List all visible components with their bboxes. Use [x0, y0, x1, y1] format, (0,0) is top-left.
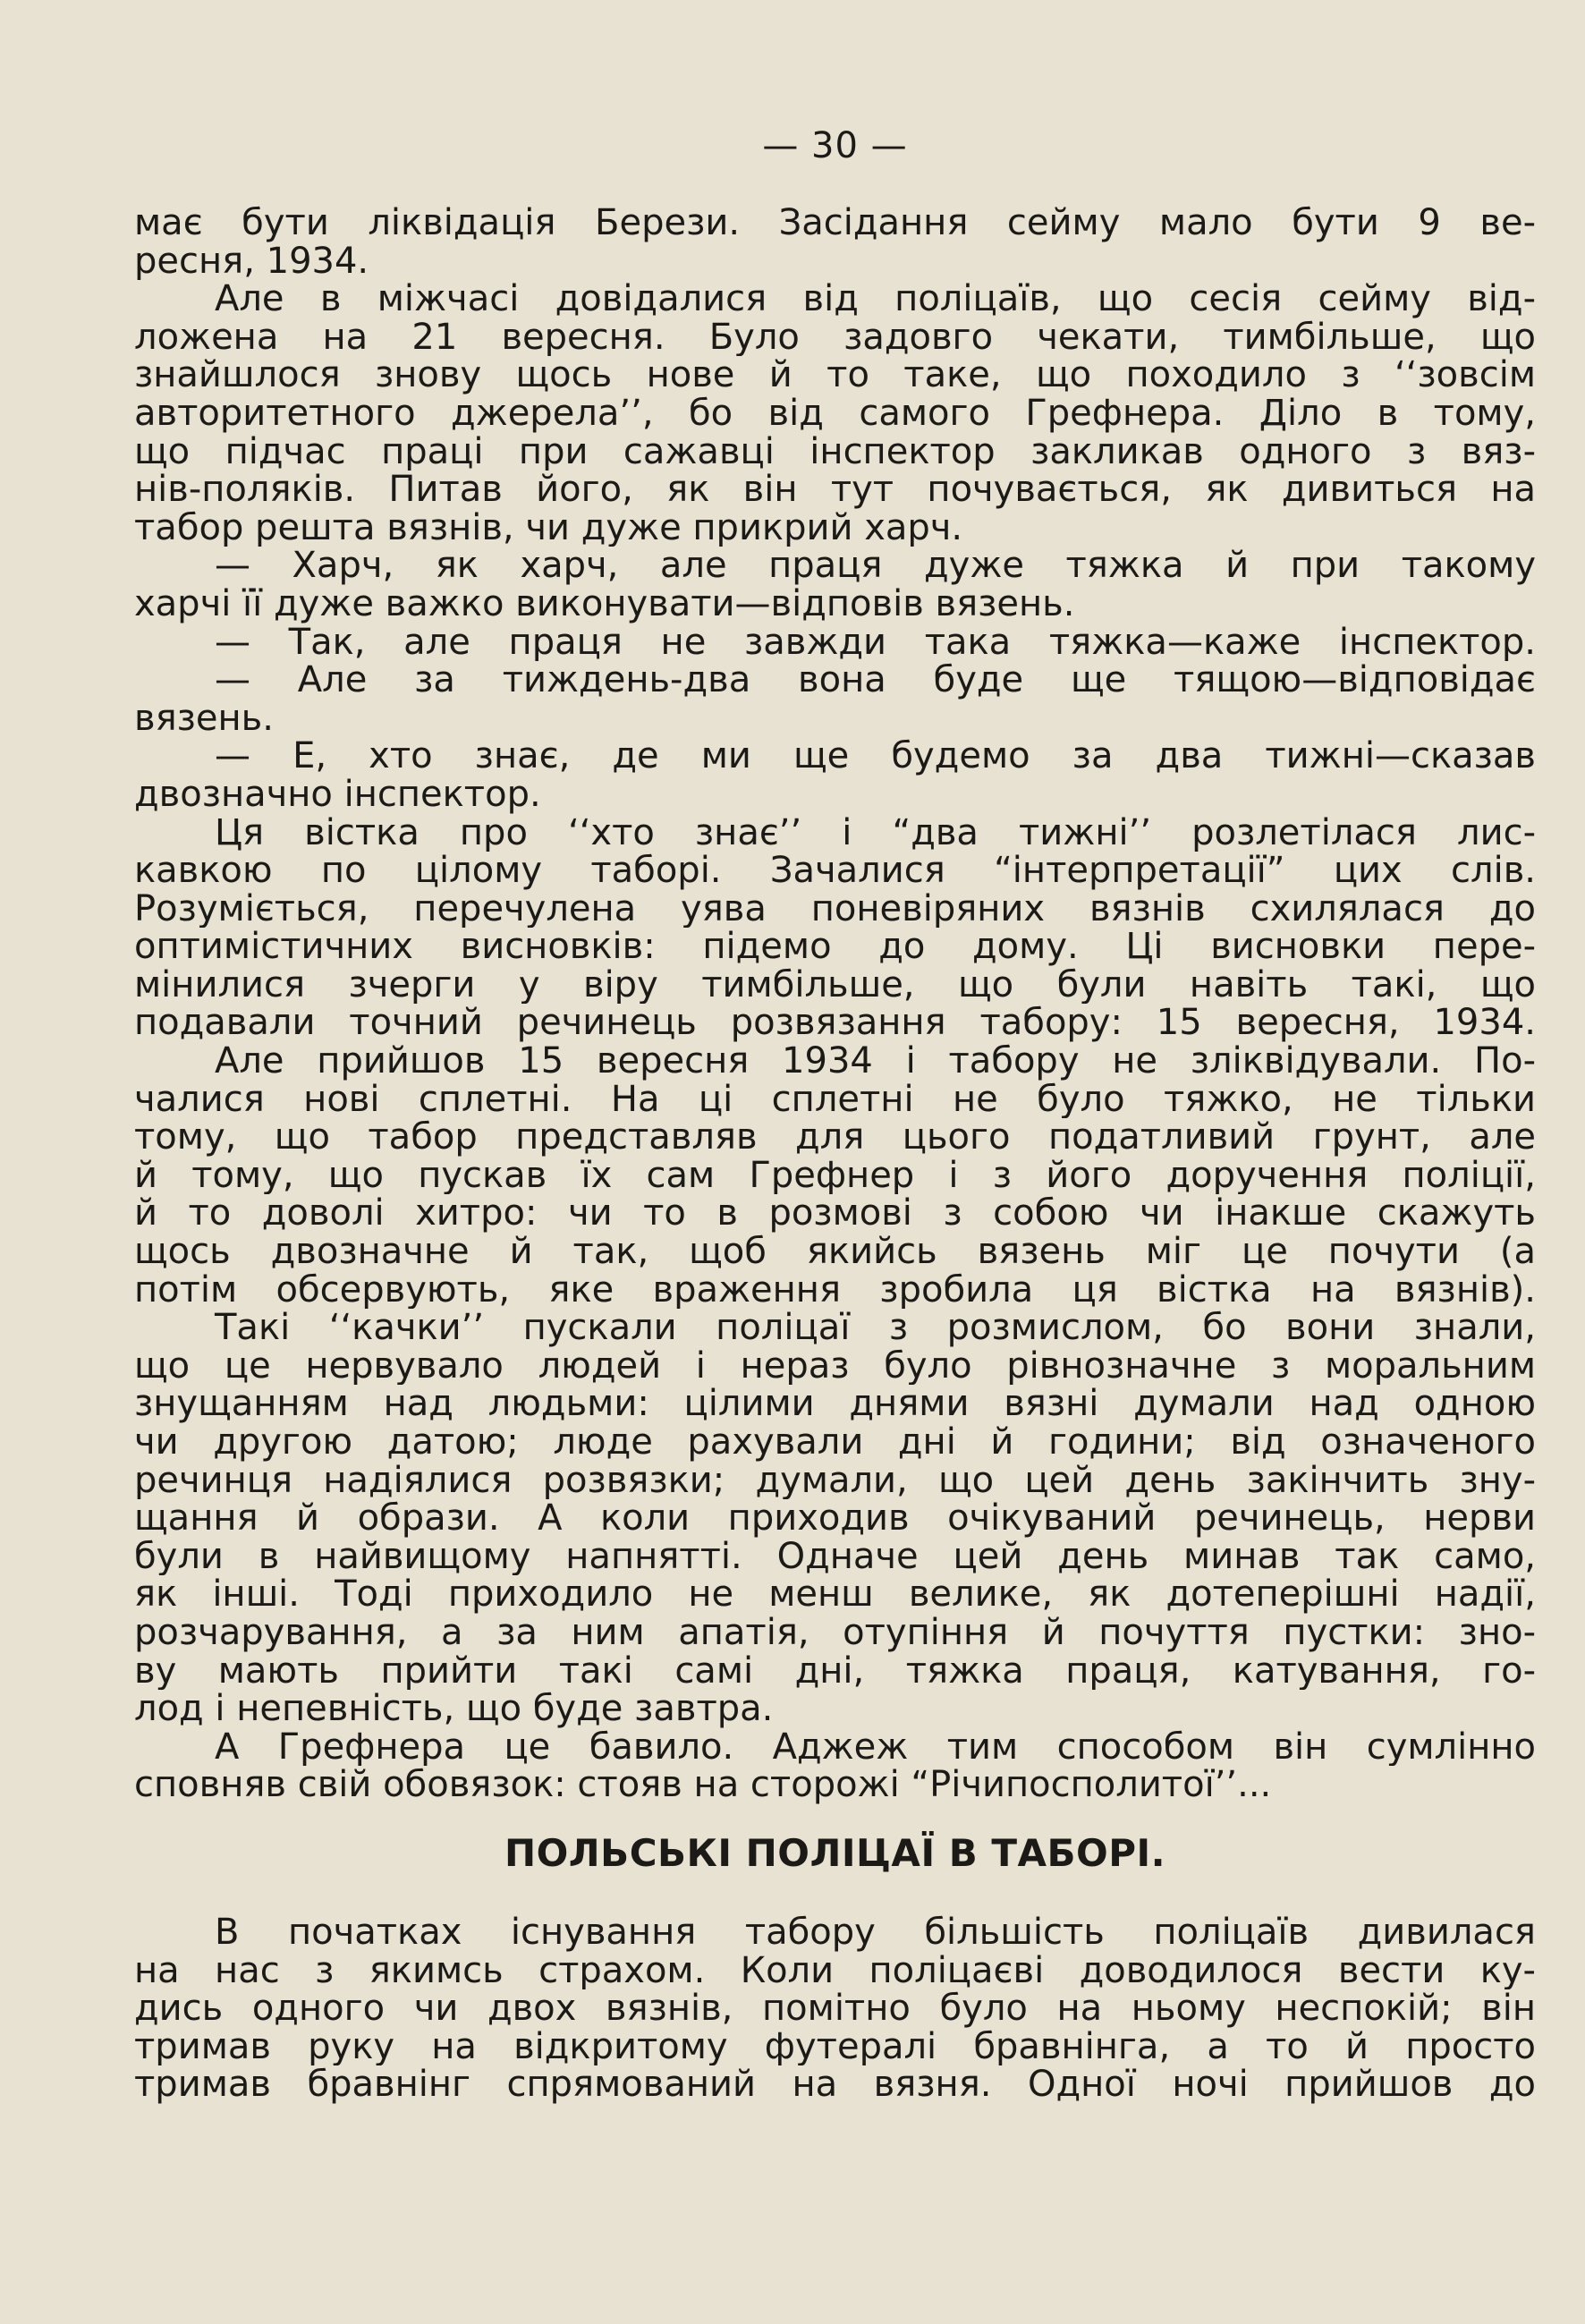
text-line: оптимістичних висновків: підемо до дому. Ці висновки пере- — [134, 928, 1536, 966]
text-line: тримав бравнінг спрямований на вязня. Одної ночі прийшов до — [134, 2065, 1536, 2104]
text-line: ресня, 1934. — [134, 242, 369, 281]
text-line: Розуміється, перечулена уява поневіряних вязнів схилялася до — [134, 889, 1536, 929]
text-line: мінилися зчерги у віру тимбільше, що були навіть такі, що — [134, 965, 1536, 1005]
text-line: щось двозначне й так, щоб якийсь вязень міг це почути (а — [134, 1233, 1536, 1271]
text-line: — Так, але праця не завжди така тяжка—каже інспектор. — [215, 623, 1536, 662]
text-line: на нас з якимсь страхом. Коли поліцаєві доводилося вести ку- — [134, 1951, 1536, 1990]
text-line: щання й образи. А коли приходив очікуваний речинець, нерви — [134, 1499, 1536, 1538]
text-line: як інші. Тоді приходило не менш велике, як дотеперішні надії, — [134, 1575, 1536, 1614]
text-line: ву мають прийти такі самі дні, тяжка праця, катування, го- — [134, 1651, 1536, 1691]
text-line: авторитетного джерела’’, бо від самого Грефнера. Діло в тому, — [134, 394, 1536, 433]
page-number: — 30 — — [762, 125, 908, 166]
text-line: потім обсервують, яке враження зробила ця вістка на вязнів). — [134, 1270, 1536, 1310]
text-line: Такі ‘‘качки’’ пускали поліцаї з розмислом, бо вони знали, — [215, 1309, 1536, 1347]
text-line: кавкою по цілому таборі. Зачалися “інтерпретації” цих слів. — [134, 852, 1536, 890]
text-line: знущанням над людьми: цілими днями вязні думали над одною — [134, 1385, 1536, 1423]
text-line: чалися нові сплетні. На ці сплетні не було тяжко, не тільки — [134, 1080, 1536, 1119]
text-line: Але в міжчасі довідалися від поліцаїв, що сесія сейму від- — [215, 280, 1536, 318]
body-text-after-heading — [134, 1913, 1536, 2104]
text-line: знайшлося знову щось нове й то таке, що походило з ‘‘зовсім — [134, 356, 1536, 394]
text-line: подавали точний речинець розвязання табору: 15 вересня, 1934. — [134, 1004, 1536, 1043]
text-line: сповняв свій обовязок: стояв на сторожі “Річипосполитої’’... — [134, 1766, 1272, 1804]
text-line: що підчас праці при сажавці інспектор закликав одного з вяз- — [134, 432, 1536, 471]
text-line: чи другою датою; люде рахували дні й години; від означеного — [134, 1423, 1536, 1462]
text-line: вязень. — [134, 699, 274, 738]
text-line: харчі її дуже важко виконувати—відповів вязень. — [134, 584, 1075, 623]
text-line: нів-поляків. Питав його, як він тут почувається, як дивиться на — [134, 471, 1536, 509]
text-line: речинця надіялися розвязки; думали, що цей день закінчить зну- — [134, 1461, 1536, 1500]
text-line: розчарування, а за ним апатія, отупіння й почуття пустки: зно- — [134, 1613, 1536, 1652]
text-line: дись одного чи двох вязнів, помітно було на ньому неспокій; він — [134, 1989, 1536, 2028]
section-heading: ПОЛЬСЬКІ ПОЛІЦАЇ В ТАБОРІ. — [504, 1830, 1166, 1875]
text-line: ложена на 21 вересня. Було задовго чекати, тимбільше, що — [134, 318, 1536, 357]
text-line: що це нервувало людей і нераз було рівнозначне з моральним — [134, 1346, 1536, 1386]
body-text-before-heading — [134, 204, 1536, 1804]
text-line: тримав руку на відкритому футералі бравнінга, а то й просто — [134, 2027, 1536, 2066]
text-line: двозначно інспектор. — [134, 775, 541, 814]
text-line: тому, що табор представляв для цього податливий грунт, але — [134, 1118, 1536, 1157]
text-line: — Але за тиждень-два вона буде ще тящою—відповідає — [215, 661, 1536, 700]
text-line: й тому, що пускав їх сам Грефнер і з його доручення поліції, — [134, 1156, 1536, 1195]
text-line: лод і непевність, що буде завтра. — [134, 1690, 774, 1728]
text-line: й то доволі хитро: чи то в розмові з собою чи інакше скажуть — [134, 1194, 1536, 1234]
text-line: Але прийшов 15 вересня 1934 і табору не зліквідували. По- — [215, 1042, 1536, 1081]
text-line: А Грефнера це бавило. Аджеж тим способом він сумлінно — [215, 1727, 1536, 1767]
text-line: має бути ліквідація Берези. Засідання сейму мало бути 9 ве- — [134, 204, 1536, 242]
text-line: — Харч, як харч, але праця дуже тяжка й при такому — [215, 547, 1536, 585]
text-line: В початках існування табору більшість поліцаїв дивилася — [215, 1913, 1536, 1952]
text-line: Ця вістка про ‘‘хто знає’’ і “два тижні’’ розлетілася лис- — [215, 813, 1536, 852]
text-line: — Е, хто знає, де ми ще будемо за два тижні—сказав — [215, 737, 1536, 776]
text-line: були в найвищому напнятті. Одначе цей день минав так само, — [134, 1537, 1536, 1576]
text-line: табор решта вязнів, чи дуже прикрий харч. — [134, 508, 963, 547]
